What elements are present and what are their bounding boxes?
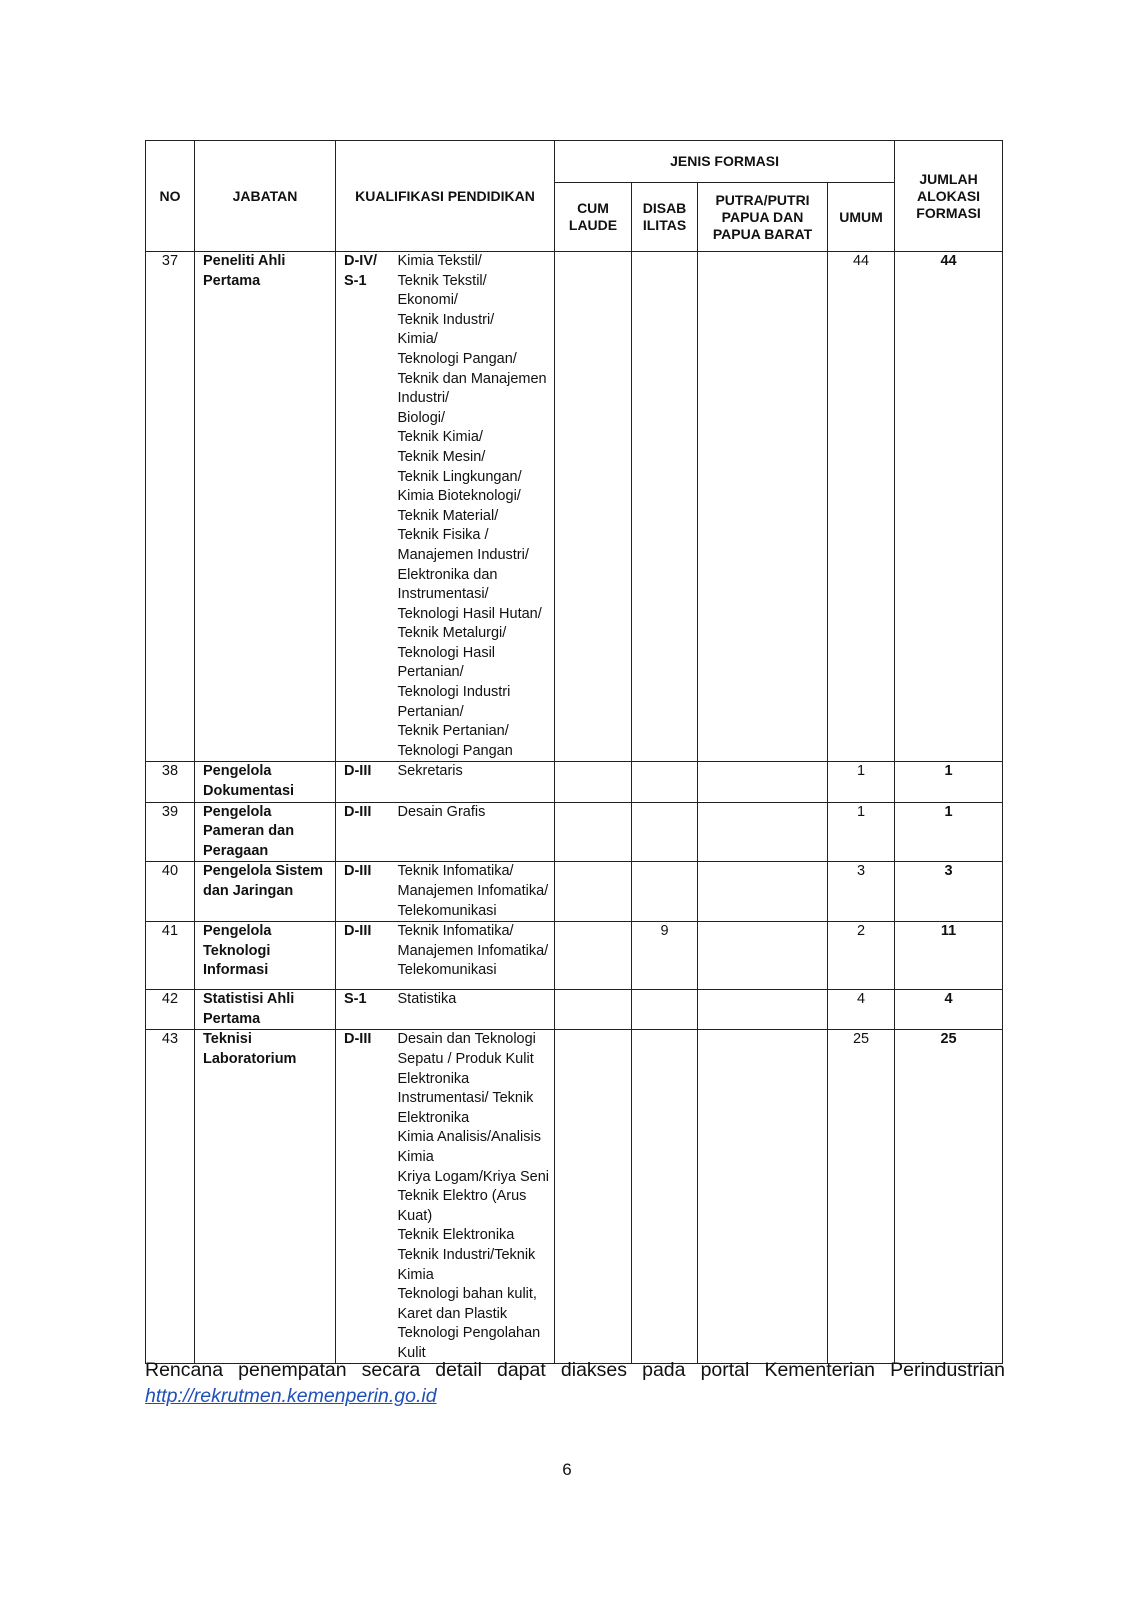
education-level: D-III <box>336 922 392 990</box>
study-program: Kimia <box>397 1266 434 1283</box>
putra-putri-count <box>698 1030 828 1364</box>
umum-count: 2 <box>828 922 895 990</box>
study-program: Elektronika <box>397 1070 470 1087</box>
disabilitas-count <box>632 862 698 922</box>
jabatan-cell: Peneliti Ahli Pertama <box>195 252 336 762</box>
cum-laude-count <box>555 862 632 922</box>
study-program: Teknik Industri/Teknik <box>397 1246 536 1263</box>
study-program: Teknik Infomatika/ <box>397 923 514 940</box>
header-no: NO <box>146 141 195 252</box>
study-program: Teknik Elektro (Arus <box>397 1188 527 1205</box>
study-program: Teknologi Hasil <box>397 644 496 661</box>
education-level: D-IV/ S-1 <box>336 252 392 762</box>
study-program: Teknik Pertanian/ <box>397 723 509 740</box>
study-program: Pertanian/ <box>397 664 464 681</box>
umum-count: 1 <box>828 762 895 802</box>
cum-laude-count <box>555 990 632 1030</box>
jumlah-alokasi: 3 <box>895 862 1003 922</box>
table-row <box>146 1030 1003 1364</box>
study-programs <box>392 802 555 862</box>
education-level: D-III <box>336 762 392 802</box>
disabilitas-count <box>632 252 698 762</box>
putra-putri-count <box>698 990 828 1030</box>
study-program: Manajemen Infomatika/ <box>397 883 549 899</box>
putra-putri-count <box>698 862 828 922</box>
jumlah-alokasi: 1 <box>895 802 1003 862</box>
putra-putri-count <box>698 252 828 762</box>
table-row <box>146 922 1003 990</box>
jabatan-cell: Pengelola Pameran dan Peragaan <box>195 802 336 862</box>
cum-laude-count <box>555 802 632 862</box>
study-program: Desain dan Teknologi <box>397 1031 536 1048</box>
jumlah-alokasi: 25 <box>895 1030 1003 1364</box>
study-program: Teknologi Hasil Hutan/ <box>397 605 542 622</box>
umum-count: 3 <box>828 862 895 922</box>
study-program: Telekomunikasi <box>397 902 497 919</box>
table-row <box>146 802 1003 862</box>
umum-count: 1 <box>828 802 895 862</box>
row-number: 38 <box>146 762 195 802</box>
study-program: Teknik Metalurgi/ <box>397 625 507 642</box>
header-umum: UMUM <box>828 183 895 252</box>
study-program: Ekonomi/ <box>397 292 458 309</box>
table-row <box>146 990 1003 1030</box>
header-jumlah: JUMLAH ALOKASI FORMASI <box>895 141 1003 252</box>
table-row <box>146 252 1003 762</box>
header-kualifikasi: KUALIFIKASI PENDIDIKAN <box>336 141 555 252</box>
study-program: Industri/ <box>397 390 450 407</box>
header-jabatan: JABATAN <box>195 141 336 252</box>
study-program: Sepatu / Produk Kulit <box>397 1050 534 1067</box>
disabilitas-count <box>632 990 698 1030</box>
study-program: Teknologi Pangan <box>397 742 513 759</box>
row-number: 41 <box>146 922 195 990</box>
study-program: Teknologi Industri <box>397 684 511 701</box>
study-programs <box>392 1030 555 1364</box>
study-program: Pertanian/ <box>397 703 464 720</box>
jabatan-cell: Pengelola Sistem dan Jaringan <box>195 862 336 922</box>
study-program: Sekretaris <box>397 763 463 780</box>
disabilitas-count <box>632 1030 698 1364</box>
study-program: Kriya Logam/Kriya Seni <box>397 1168 550 1185</box>
formasi-table <box>145 140 1003 1364</box>
study-program: Teknik Mesin/ <box>397 448 486 465</box>
education-level: S-1 <box>336 990 392 1030</box>
study-program: Teknologi bahan kulit, <box>397 1286 537 1303</box>
row-number: 39 <box>146 802 195 862</box>
jumlah-alokasi: 11 <box>895 922 1003 990</box>
jumlah-alokasi: 1 <box>895 762 1003 802</box>
study-program: Telekomunikasi <box>397 962 497 979</box>
study-program: Karet dan Plastik <box>397 1305 508 1322</box>
disabilitas-count <box>632 802 698 862</box>
study-program: Teknologi Pengolahan <box>397 1325 541 1342</box>
study-programs <box>392 762 555 802</box>
study-programs <box>392 922 555 990</box>
row-number: 43 <box>146 1030 195 1364</box>
table-row <box>146 862 1003 922</box>
study-programs <box>392 252 555 762</box>
jabatan-cell: Pengelola Teknologi Informasi <box>195 922 336 990</box>
study-program: Kulit <box>397 1344 426 1361</box>
study-programs <box>392 990 555 1030</box>
row-number: 40 <box>146 862 195 922</box>
row-number: 42 <box>146 990 195 1030</box>
cum-laude-count <box>555 1030 632 1364</box>
umum-count: 44 <box>828 252 895 762</box>
cum-laude-count <box>555 922 632 990</box>
row-number: 37 <box>146 252 195 762</box>
study-program: Elektronika <box>397 1109 470 1126</box>
study-program: Biologi/ <box>397 409 446 426</box>
table-body <box>146 252 1003 1364</box>
footer-note: Rencana penempatan secara detail dapat diakses pada portal Kementerian Perindustrian <box>145 1359 1005 1381</box>
study-programs <box>392 862 555 922</box>
page-number: 6 <box>562 1460 572 1479</box>
study-program: Teknik Tekstil/ <box>397 272 487 289</box>
header-cum-laude: CUM LAUDE <box>555 183 632 252</box>
study-program: Instrumentasi/ Teknik <box>397 1090 534 1107</box>
study-program: Teknik Kimia/ <box>397 429 483 446</box>
study-program: Kimia <box>397 1148 434 1165</box>
umum-count: 25 <box>828 1030 895 1364</box>
jumlah-alokasi: 4 <box>895 990 1003 1030</box>
study-program: Teknik Industri/ <box>397 311 495 328</box>
jumlah-alokasi: 44 <box>895 252 1003 762</box>
study-program: Kimia Tekstil/ <box>397 253 482 269</box>
education-level: D-III <box>336 862 392 922</box>
study-program: Kimia Bioteknologi/ <box>397 488 521 505</box>
portal-link[interactable]: http://rekrutmen.kemenperin.go.id <box>145 1385 437 1407</box>
table-row <box>146 762 1003 802</box>
jabatan-cell: Teknisi Laboratorium <box>195 1030 336 1364</box>
study-program: Teknologi Pangan/ <box>397 350 517 367</box>
jabatan-cell: Pengelola Dokumentasi <box>195 762 336 802</box>
disabilitas-count: 9 <box>632 922 698 990</box>
study-program: Manajemen Infomatika/ <box>397 942 549 959</box>
study-program: Desain Grafis <box>397 803 486 820</box>
study-program: Instrumentasi/ <box>397 586 489 603</box>
disabilitas-count <box>632 762 698 802</box>
study-program: Kuat) <box>397 1207 433 1224</box>
study-program: Teknik Elektronika <box>397 1227 515 1244</box>
study-program: Manajemen Industri/ <box>397 546 529 563</box>
education-level: D-III <box>336 1030 392 1364</box>
putra-putri-count <box>698 922 828 990</box>
header-disabilitas: DISAB ILITAS <box>632 183 698 252</box>
study-program: Teknik Infomatika/ <box>397 863 514 880</box>
umum-count: 4 <box>828 990 895 1030</box>
study-program: Kimia/ <box>397 331 438 348</box>
study-program: Elektronika dan <box>397 566 498 583</box>
header-jenis-formasi: JENIS FORMASI <box>555 141 895 183</box>
study-program: Teknik Lingkungan/ <box>397 468 522 485</box>
header-putra-putri: PUTRA/PUTRI PAPUA DAN PAPUA BARAT <box>698 183 828 252</box>
cum-laude-count <box>555 762 632 802</box>
jabatan-cell: Statistisi Ahli Pertama <box>195 990 336 1030</box>
study-program: Teknik dan Manajemen <box>397 370 547 387</box>
putra-putri-count <box>698 762 828 802</box>
study-program: Statistika <box>397 991 457 1008</box>
cum-laude-count <box>555 252 632 762</box>
study-program: Teknik Material/ <box>397 507 499 524</box>
study-program: Teknik Fisika / <box>397 527 489 544</box>
education-level: D-III <box>336 802 392 862</box>
study-program: Kimia Analisis/Analisis <box>397 1129 541 1146</box>
putra-putri-count <box>698 802 828 862</box>
